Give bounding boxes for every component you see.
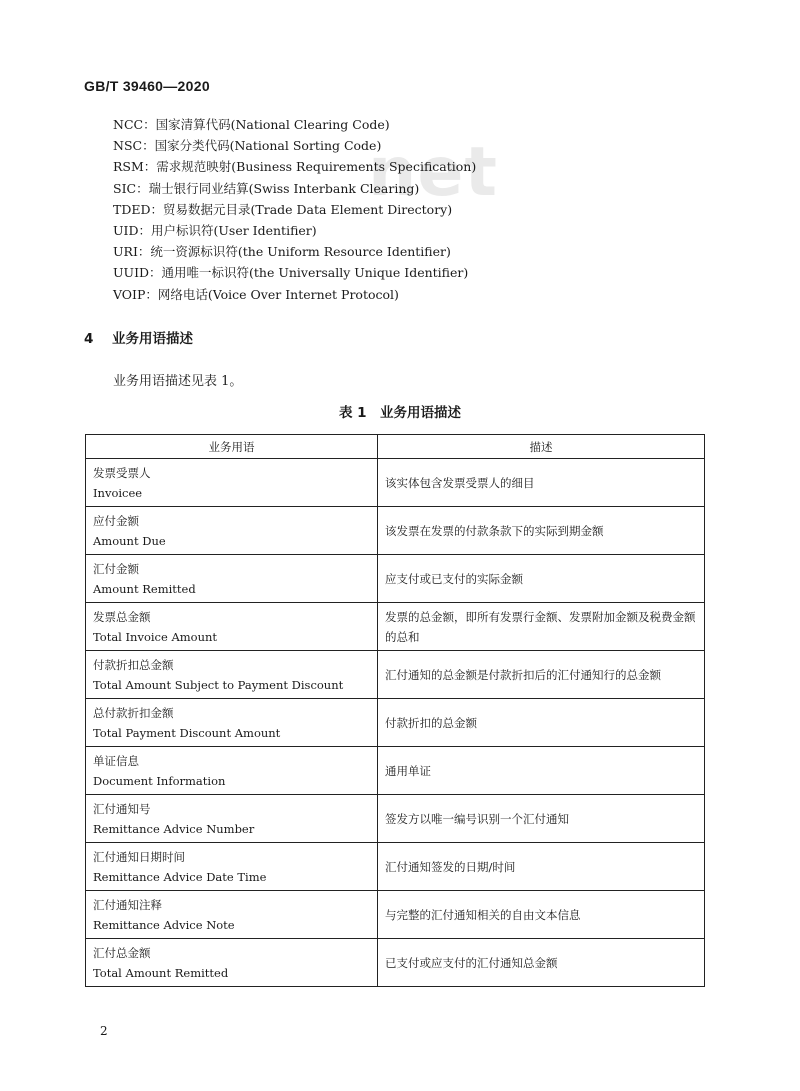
- abbreviation-item: RSM：需求规范映射(Business Requirements Specification): [113, 159, 477, 175]
- description-cell: 付款折扣的总金额: [378, 699, 705, 747]
- table-row: [86, 555, 705, 603]
- abbreviation-item: UID：用户标识符(User Identifier): [113, 222, 317, 238]
- term-english: Amount Due: [93, 533, 166, 548]
- term-english: Total Amount Subject to Payment Discount: [93, 677, 344, 692]
- term-cell: [86, 603, 378, 651]
- standard-number-header: GB/T 39460—2020: [84, 78, 210, 94]
- table-row: [86, 891, 705, 939]
- table-header-row: [86, 435, 705, 459]
- term-chinese: 付款折扣总金额: [93, 657, 174, 672]
- table-row: [86, 795, 705, 843]
- term-chinese: 汇付总金额: [93, 945, 151, 960]
- header-description: 描述: [378, 435, 705, 459]
- term-chinese: 发票受票人: [93, 465, 151, 480]
- abbreviation-item: NSC：国家分类代码(National Sorting Code): [113, 138, 382, 154]
- term-cell: [86, 507, 378, 555]
- term-english: Total Payment Discount Amount: [93, 725, 281, 740]
- table-row: [86, 459, 705, 507]
- abbreviation-item: VOIP：网络电话(Voice Over Internet Protocol): [113, 286, 399, 302]
- abbreviation-item: UUID：通用唯一标识符(the Universally Unique Identifier): [113, 265, 469, 281]
- description-cell: 与完整的汇付通知相关的自由文本信息: [378, 891, 705, 939]
- term-cell: [86, 795, 378, 843]
- term-english: Invoicee: [93, 485, 143, 500]
- description-cell: 签发方以唯一编号识别一个汇付通知: [378, 795, 705, 843]
- table-row: [86, 507, 705, 555]
- abbreviation-list: [113, 114, 476, 305]
- abbreviation-item: NCC：国家清算代码(National Clearing Code): [113, 117, 390, 132]
- term-chinese: 汇付通知注释: [93, 897, 162, 912]
- terms-table: [85, 434, 705, 987]
- term-chinese: 应付金额: [93, 513, 139, 528]
- term-cell: [86, 747, 378, 795]
- table-row: [86, 699, 705, 747]
- description-cell: 通用单证: [378, 747, 705, 795]
- section-heading: [84, 327, 193, 347]
- description-cell: 已支付或应支付的汇付通知总金额: [378, 939, 705, 987]
- table-row: [86, 843, 705, 891]
- term-english: Remittance Advice Date Time: [93, 869, 267, 884]
- page-number: 2: [100, 1024, 108, 1038]
- term-cell: [86, 459, 378, 507]
- term-cell: [86, 891, 378, 939]
- term-chinese: 总付款折扣金额: [93, 705, 174, 720]
- term-chinese: 汇付通知号: [93, 801, 151, 816]
- table-row: [86, 939, 705, 987]
- watermark: net: [368, 133, 499, 212]
- section-intro: 业务用语描述见表 1。: [113, 374, 243, 389]
- description-cell: 发票的总金额，即所有发票行金额、发票附加金额及税费金额的总和: [378, 603, 705, 651]
- term-cell: [86, 555, 378, 603]
- term-english: Total Invoice Amount: [93, 629, 218, 644]
- description-cell: 汇付通知的总金额是付款折扣后的汇付通知行的总金额: [378, 651, 705, 699]
- section-title: 业务用语描述: [112, 331, 193, 347]
- term-english: Remittance Advice Number: [93, 821, 255, 836]
- table-row: [86, 651, 705, 699]
- term-chinese: 汇付通知日期时间: [93, 849, 185, 864]
- term-cell: [86, 651, 378, 699]
- term-chinese: 汇付金额: [93, 561, 139, 576]
- term-english: Amount Remitted: [93, 581, 196, 596]
- description-cell: 该实体包含发票受票人的细目: [378, 459, 705, 507]
- table-row: [86, 603, 705, 651]
- abbreviation-item: TDED：贸易数据元目录(Trade Data Element Directory): [113, 201, 453, 217]
- term-english: Document Information: [93, 773, 226, 788]
- description-cell: 该发票在发票的付款条款下的实际到期金额: [378, 507, 705, 555]
- abbreviation-item: SIC：瑞士银行同业结算(Swiss Interbank Clearing): [113, 180, 420, 196]
- term-chinese: 单证信息: [93, 753, 139, 768]
- term-cell: [86, 843, 378, 891]
- description-cell: 汇付通知签发的日期/时间: [378, 843, 705, 891]
- table-caption: 表 1 业务用语描述: [338, 405, 462, 421]
- term-cell: [86, 699, 378, 747]
- term-english: Total Amount Remitted: [93, 965, 229, 980]
- abbreviation-item: URI：统一资源标识符(the Uniform Resource Identifier): [113, 244, 451, 260]
- description-cell: 应支付或已支付的实际金额: [378, 555, 705, 603]
- term-english: Remittance Advice Note: [93, 917, 235, 932]
- term-cell: [86, 939, 378, 987]
- header-term: 业务用语: [86, 435, 378, 459]
- term-chinese: 发票总金额: [93, 609, 151, 624]
- table-row: [86, 747, 705, 795]
- section-number: 4: [84, 331, 94, 347]
